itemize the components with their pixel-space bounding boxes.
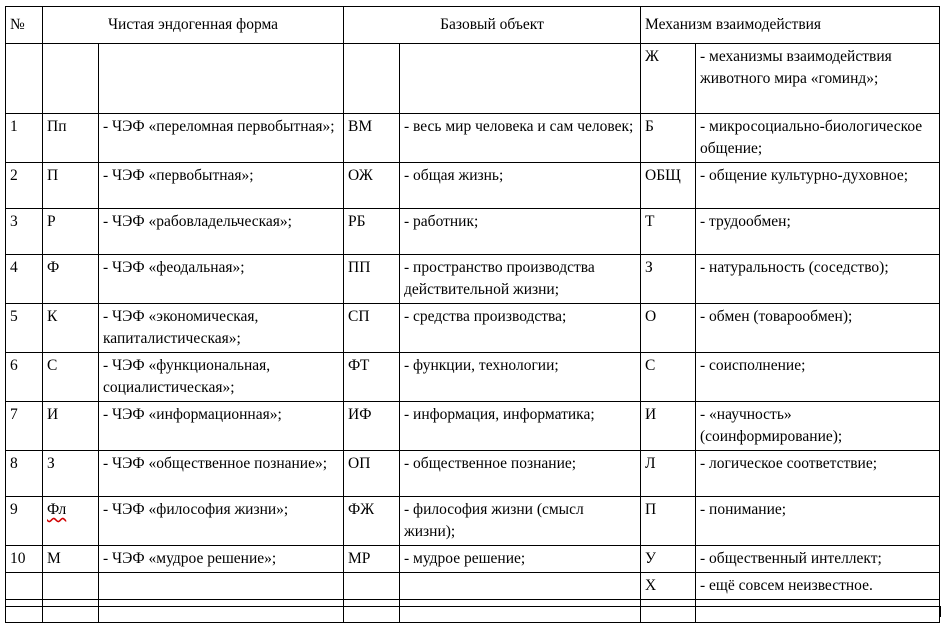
table-row <box>6 255 940 304</box>
object-description: - пространство производства действительной жизни; <box>400 255 641 304</box>
mechanism-description: - «научность» (соинформирование); <box>696 402 940 451</box>
row-number <box>6 44 43 114</box>
row-number: 10 <box>6 546 43 573</box>
form-code: М <box>43 546 99 573</box>
table-row <box>6 497 940 546</box>
form-code: Пп <box>43 114 99 163</box>
object-description: - мудрое решение; <box>400 546 641 573</box>
mechanism-code: У <box>641 546 696 573</box>
mechanism-description: - понимание; <box>696 497 940 546</box>
object-description: - средства производства; <box>400 304 641 353</box>
form-description: - ЧЭФ «первобытная»; <box>99 163 344 209</box>
object-code <box>344 573 400 600</box>
mechanism-description: - общение культурно-духовное; <box>696 163 940 209</box>
object-code: ФЖ <box>344 497 400 546</box>
mechanism-code: О <box>641 304 696 353</box>
form-description: - ЧЭФ «экономическая, капиталистическая»; <box>99 304 344 353</box>
form-code: Р <box>43 209 99 255</box>
object-code: ПП <box>344 255 400 304</box>
form-description <box>99 44 344 114</box>
object-description: - работник; <box>400 209 641 255</box>
mechanism-description: - трудообмен; <box>696 209 940 255</box>
object-description <box>400 44 641 114</box>
object-code: СП <box>344 304 400 353</box>
form-description: - ЧЭФ «мудрое решение»; <box>99 546 344 573</box>
object-description: - общественное познание; <box>400 451 641 497</box>
table-continuation <box>5 606 941 617</box>
mechanism-description: - обмен (товарообмен); <box>696 304 940 353</box>
mechanism-code: ОБЩ <box>641 163 696 209</box>
object-description: - весь мир человека и сам человек; <box>400 114 641 163</box>
object-code: МР <box>344 546 400 573</box>
table-row <box>6 114 940 163</box>
row-number: 7 <box>6 402 43 451</box>
mechanism-description: - общественный интеллект; <box>696 546 940 573</box>
mechanism-description: - соисполнение; <box>696 353 940 402</box>
row-number: 5 <box>6 304 43 353</box>
form-code <box>43 44 99 114</box>
mechanism-code: С <box>641 353 696 402</box>
form-code: Ф <box>43 255 99 304</box>
object-description: - информация, информатика; <box>400 402 641 451</box>
mechanism-description: - ещё совсем неизвестное. <box>696 573 940 600</box>
header-mechanism: Механизм взаимодействия <box>641 7 940 44</box>
form-description: - ЧЭФ «феодальная»; <box>99 255 344 304</box>
object-code: ФТ <box>344 353 400 402</box>
table-row <box>6 304 940 353</box>
mechanism-code: И <box>641 402 696 451</box>
classification-table <box>5 6 940 623</box>
mechanism-code: Л <box>641 451 696 497</box>
form-description: - ЧЭФ «функциональная, социалистическая»; <box>99 353 344 402</box>
object-description <box>400 573 641 600</box>
form-description: - ЧЭФ «философия жизни»; <box>99 497 344 546</box>
table-row <box>6 163 940 209</box>
object-description: - функции, технологии; <box>400 353 641 402</box>
row-number: 2 <box>6 163 43 209</box>
mechanism-code: Х <box>641 573 696 600</box>
mechanism-code: Ж <box>641 44 696 114</box>
table-row <box>6 451 940 497</box>
row-number: 6 <box>6 353 43 402</box>
form-description: - ЧЭФ «общественное познание»; <box>99 451 344 497</box>
header-num: № <box>6 7 43 44</box>
form-code: З <box>43 451 99 497</box>
mechanism-code: З <box>641 255 696 304</box>
object-description: - общая жизнь; <box>400 163 641 209</box>
row-number: 1 <box>6 114 43 163</box>
mechanism-description: - натуральность (соседство); <box>696 255 940 304</box>
form-description: - ЧЭФ «переломная первобытная»; <box>99 114 344 163</box>
object-description: - философия жизни (смысл жизни); <box>400 497 641 546</box>
row-number: 8 <box>6 451 43 497</box>
header-object: Базовый объект <box>344 7 641 44</box>
object-code: ОЖ <box>344 163 400 209</box>
object-code: ИФ <box>344 402 400 451</box>
mechanism-description: - микросоциально-биологическое общение; <box>696 114 940 163</box>
mechanism-code: П <box>641 497 696 546</box>
form-description: - ЧЭФ «рабовладельческая»; <box>99 209 344 255</box>
table-row <box>6 353 940 402</box>
object-code <box>344 44 400 114</box>
form-code <box>43 573 99 600</box>
header-form: Чистая эндогенная форма <box>43 7 344 44</box>
row-number: 3 <box>6 209 43 255</box>
object-code: РБ <box>344 209 400 255</box>
form-code: К <box>43 304 99 353</box>
row-number <box>6 573 43 600</box>
header-row <box>6 7 940 44</box>
object-code: ВМ <box>344 114 400 163</box>
table-row <box>6 546 940 573</box>
mechanism-code: Т <box>641 209 696 255</box>
table-row <box>6 44 940 114</box>
table-body <box>6 44 940 623</box>
row-number: 4 <box>6 255 43 304</box>
form-description <box>99 573 344 600</box>
form-code: Фл <box>43 497 99 546</box>
mechanism-description: - логическое соответствие; <box>696 451 940 497</box>
table-row <box>6 402 940 451</box>
mechanism-description: - механизмы взаимодействия животного мира «гоминд»; <box>696 44 940 114</box>
form-code: С <box>43 353 99 402</box>
table-row <box>6 209 940 255</box>
table-row <box>6 573 940 600</box>
form-code: И <box>43 402 99 451</box>
row-number: 9 <box>6 497 43 546</box>
form-description: - ЧЭФ «информационная»; <box>99 402 344 451</box>
mechanism-code: Б <box>641 114 696 163</box>
form-code: П <box>43 163 99 209</box>
object-code: ОП <box>344 451 400 497</box>
